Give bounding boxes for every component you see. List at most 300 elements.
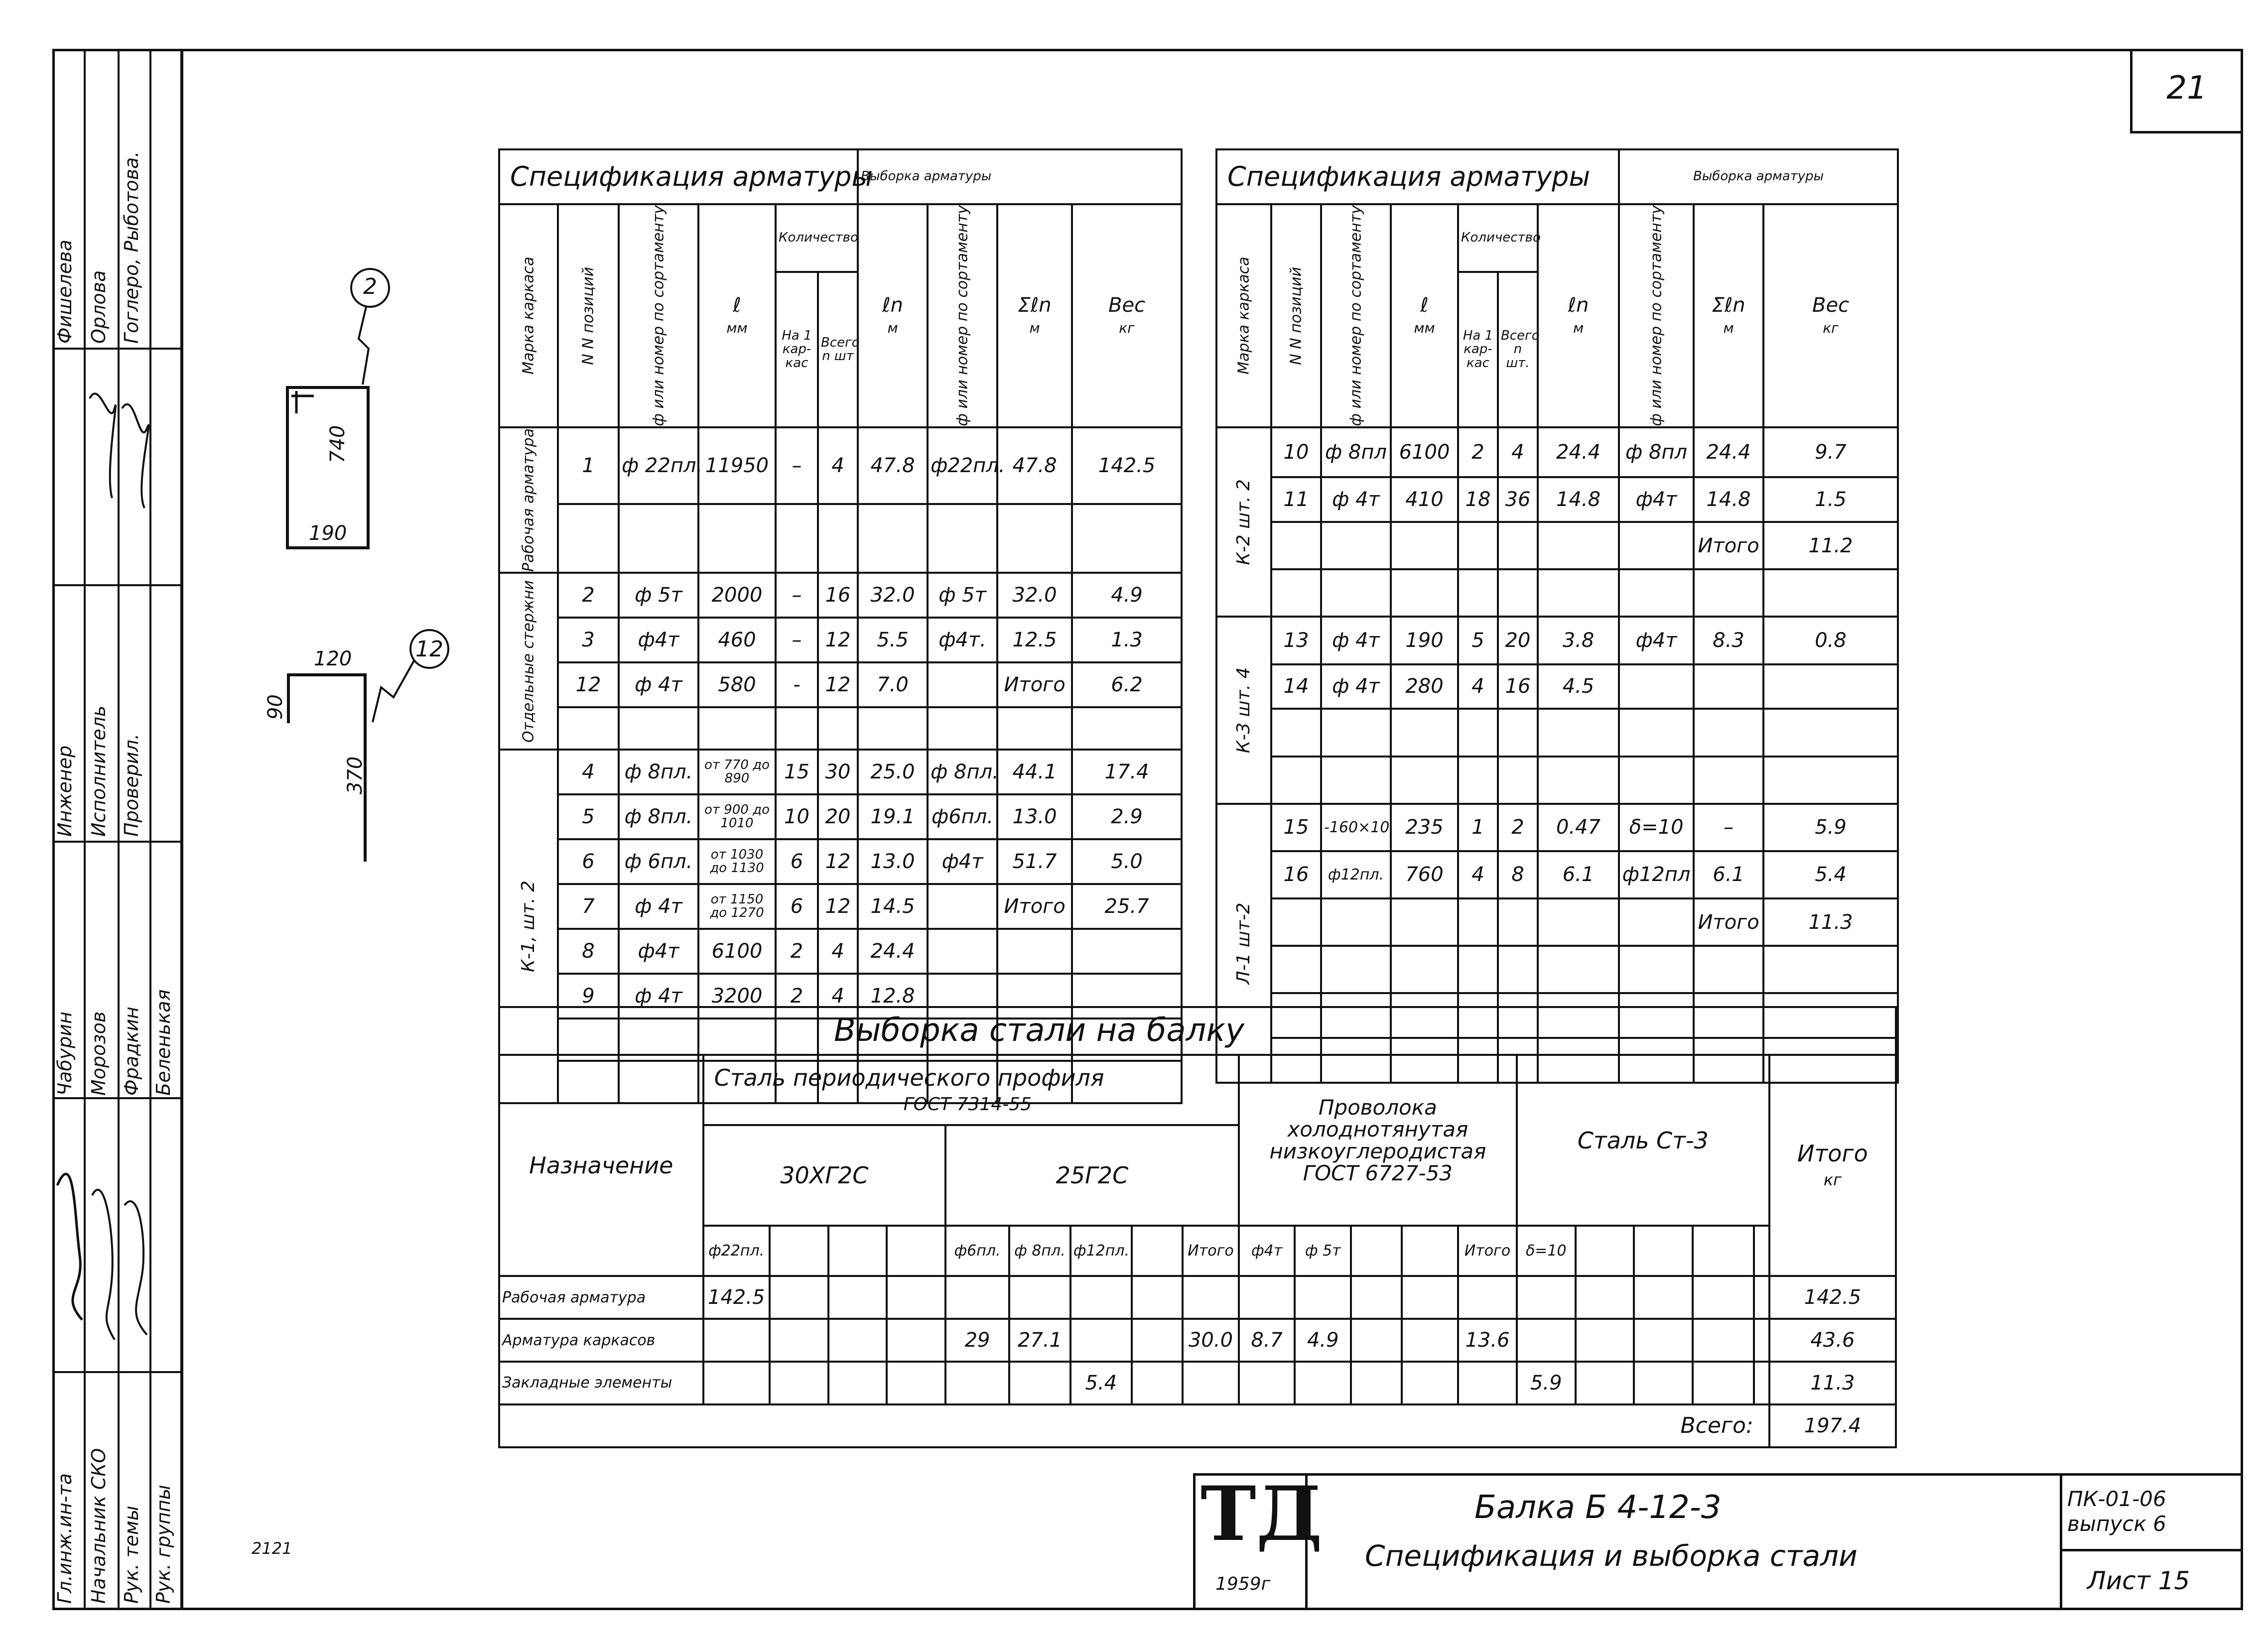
cell bbox=[928, 929, 997, 974]
group-l1: Л-1 шт-2 bbox=[1216, 804, 1271, 1083]
cell bbox=[619, 707, 698, 750]
cell: 16 bbox=[1271, 851, 1321, 898]
steel-hdr-periodic-gost: ГОСТ 7314-55 bbox=[903, 1094, 1032, 1115]
cell bbox=[945, 1276, 1009, 1319]
cell: Итого bbox=[1694, 898, 1763, 946]
steel-row-embedded bbox=[499, 1362, 1896, 1404]
cell: 12 bbox=[558, 662, 619, 707]
cell bbox=[1498, 709, 1538, 756]
cell: 2 bbox=[558, 573, 619, 618]
cell bbox=[1321, 569, 1391, 617]
cell bbox=[997, 929, 1072, 974]
hdr-total-length-unit: м bbox=[887, 319, 898, 336]
cell: 4 bbox=[1458, 851, 1498, 898]
cell bbox=[1458, 522, 1498, 569]
cell: 2 bbox=[1498, 804, 1538, 851]
cell: ф 4т bbox=[619, 662, 698, 707]
steel-row-total: 43.6 bbox=[1769, 1319, 1896, 1362]
steel-sub bbox=[1402, 1226, 1458, 1276]
hdr-weight-label: Вес bbox=[1108, 293, 1146, 317]
stamp-name-orlova: Орлова bbox=[88, 270, 110, 344]
cell bbox=[1694, 757, 1763, 804]
cell: 142.5 bbox=[1072, 427, 1182, 504]
cell bbox=[828, 1362, 887, 1404]
cell bbox=[1763, 569, 1898, 617]
cell bbox=[828, 1276, 887, 1319]
cell bbox=[1132, 1276, 1183, 1319]
cell bbox=[1321, 757, 1391, 804]
title-block-code-divider bbox=[2060, 1549, 2243, 1551]
cell: ф4т bbox=[1619, 617, 1694, 664]
cell bbox=[558, 707, 619, 750]
hdr-total-length bbox=[858, 204, 928, 427]
cell bbox=[1538, 569, 1619, 617]
group-separate-bars: Отдельные стержни bbox=[499, 573, 558, 750]
hdr-length-unit: мм bbox=[726, 319, 748, 336]
cell: 14.8 bbox=[1694, 477, 1763, 522]
cell: -160×10 bbox=[1321, 804, 1391, 851]
stamp-role-checked: Проверил. bbox=[121, 734, 142, 837]
cell bbox=[928, 884, 997, 929]
cell bbox=[1132, 1319, 1183, 1362]
cell: ф 4т bbox=[1321, 664, 1391, 709]
cell bbox=[1402, 1319, 1458, 1362]
cell bbox=[1498, 946, 1538, 993]
cell: 4 bbox=[558, 750, 619, 794]
cell bbox=[1694, 946, 1763, 993]
cell: 1.5 bbox=[1763, 477, 1898, 522]
stamp-role-head-sko: Начальник СКО bbox=[88, 1448, 110, 1604]
cell bbox=[1538, 522, 1619, 569]
cell: 4 bbox=[818, 929, 858, 974]
spec-right-selection-title: Выборка арматуры bbox=[1619, 149, 1898, 204]
cell: ф22пл. bbox=[928, 427, 997, 504]
cell: ф 5т bbox=[619, 573, 698, 618]
sheet-number-top: 21 bbox=[2166, 70, 2207, 107]
dim-90: 90 bbox=[264, 694, 287, 720]
cell: 12 bbox=[818, 662, 858, 707]
cell: 13.6 bbox=[1458, 1319, 1517, 1362]
steel-row-name: Закладные элементы bbox=[499, 1362, 703, 1404]
cell bbox=[1183, 1276, 1239, 1319]
stamp-name-fradkin: Фрадкин bbox=[121, 1007, 142, 1096]
cell: 2.9 bbox=[1072, 794, 1182, 839]
spec-right-body bbox=[1216, 427, 1898, 1083]
hdr-positions: N N позиций bbox=[558, 204, 619, 427]
steel-row-name: Рабочая арматура bbox=[499, 1276, 703, 1319]
cell: 25.0 bbox=[858, 750, 928, 794]
steel-sub bbox=[1693, 1226, 1754, 1276]
cell: 6.1 bbox=[1694, 851, 1763, 898]
spec-table-left bbox=[498, 148, 1183, 1104]
cell bbox=[1634, 1362, 1693, 1404]
cell: 11 bbox=[1271, 477, 1321, 522]
group-k3: К-3 шт. 4 bbox=[1216, 617, 1271, 803]
cell: δ=10 bbox=[1619, 804, 1694, 851]
steel-sub bbox=[1576, 1226, 1634, 1276]
cell bbox=[776, 707, 818, 750]
cell bbox=[1458, 709, 1498, 756]
cell: от 1150 до 1270 bbox=[698, 884, 776, 929]
cell: Итого bbox=[997, 662, 1072, 707]
title-code: ПК-01-06 bbox=[2067, 1487, 2166, 1511]
cell: 18 bbox=[1458, 477, 1498, 522]
cell: 12 bbox=[818, 618, 858, 662]
cell bbox=[945, 1362, 1009, 1404]
cell: 5.5 bbox=[858, 618, 928, 662]
cell: ф4т bbox=[1619, 477, 1694, 522]
cell: 13 bbox=[1271, 617, 1321, 664]
dim-370: 370 bbox=[344, 756, 367, 794]
hdr-quantity: Количество bbox=[1458, 204, 1538, 272]
stamp-name-goglero: Гоглеро, Рыботова. bbox=[121, 151, 142, 344]
hdr-sum-symbol: Σℓn bbox=[1712, 293, 1745, 317]
cell bbox=[770, 1319, 828, 1362]
cell: 4.9 bbox=[1072, 573, 1182, 618]
title-name-line1: Балка Б 4-12-3 bbox=[1474, 1489, 1722, 1526]
cell: ф 8пл. bbox=[928, 750, 997, 794]
cell bbox=[1634, 1319, 1693, 1362]
cell: 6100 bbox=[1391, 427, 1458, 477]
cell bbox=[1295, 1276, 1351, 1319]
cell: – bbox=[1694, 804, 1763, 851]
hdr-total-count: Всего n шт. bbox=[1498, 272, 1538, 427]
cell: 6100 bbox=[698, 929, 776, 974]
cell bbox=[1538, 898, 1619, 946]
cell: 25.7 bbox=[1072, 884, 1182, 929]
cell: ф4т bbox=[928, 839, 997, 884]
cell bbox=[770, 1276, 828, 1319]
steel-hdr-wire-name: Проволока холоднотянутая низкоуглеродистая bbox=[1269, 1095, 1486, 1163]
cell: 1 bbox=[1458, 804, 1498, 851]
group-working-rebar: Рабочая арматура bbox=[499, 427, 558, 573]
cell: 24.4 bbox=[1538, 427, 1619, 477]
hdr-total-length-unit: м bbox=[1573, 319, 1584, 336]
cell: 32.0 bbox=[997, 573, 1072, 618]
stamp-role-executor: Исполнитель bbox=[88, 705, 110, 837]
cell: ф12пл bbox=[1619, 851, 1694, 898]
hdr-diameter: ф или номер по сортаменту bbox=[1321, 204, 1391, 427]
cell bbox=[1763, 664, 1898, 709]
cell bbox=[887, 1362, 945, 1404]
hdr-mark: Марка каркаса bbox=[1216, 204, 1271, 427]
cell: 6.2 bbox=[1072, 662, 1182, 707]
cell: 11950 bbox=[698, 427, 776, 504]
cell: ф4т. bbox=[928, 618, 997, 662]
cell bbox=[1754, 1319, 1769, 1362]
cell: от 770 до 890 bbox=[698, 750, 776, 794]
cell: 24.4 bbox=[858, 929, 928, 974]
cell bbox=[1538, 709, 1619, 756]
cell bbox=[1070, 1276, 1132, 1319]
steel-sub: ф 5т bbox=[1295, 1226, 1351, 1276]
cell: 3 bbox=[558, 618, 619, 662]
cell: ф 4т bbox=[619, 974, 698, 1018]
cell bbox=[928, 662, 997, 707]
cell bbox=[818, 504, 858, 573]
cell: 760 bbox=[1391, 851, 1458, 898]
cell bbox=[1763, 757, 1898, 804]
cell: 27.1 bbox=[1009, 1319, 1070, 1362]
cell: Итого bbox=[1694, 522, 1763, 569]
cell bbox=[1321, 709, 1391, 756]
cell bbox=[1351, 1362, 1402, 1404]
cell: ф 6пл. bbox=[619, 839, 698, 884]
cell: 2 bbox=[1458, 427, 1498, 477]
cell: 7.0 bbox=[858, 662, 928, 707]
cell bbox=[1391, 569, 1458, 617]
cell: 29 bbox=[945, 1319, 1009, 1362]
hdr-total-length bbox=[1538, 204, 1619, 427]
cell: 5 bbox=[558, 794, 619, 839]
steel-sub: ф12пл. bbox=[1070, 1226, 1132, 1276]
cell: 0.8 bbox=[1763, 617, 1898, 664]
dim-120: 120 bbox=[314, 647, 352, 670]
cell: 3200 bbox=[698, 974, 776, 1018]
cell: 11.3 bbox=[1763, 898, 1898, 946]
cell bbox=[703, 1362, 770, 1404]
cell: ф4т bbox=[619, 618, 698, 662]
cell bbox=[1693, 1319, 1754, 1362]
cell bbox=[703, 1319, 770, 1362]
steel-sub bbox=[828, 1226, 887, 1276]
cell: 5.4 bbox=[1763, 851, 1898, 898]
cell bbox=[698, 504, 776, 573]
cell: 2 bbox=[776, 974, 818, 1018]
title-issue: выпуск 6 bbox=[2067, 1512, 2166, 1536]
dim-740: 740 bbox=[326, 425, 349, 463]
cell: 51.7 bbox=[997, 839, 1072, 884]
cell bbox=[1239, 1276, 1295, 1319]
cell bbox=[1458, 946, 1498, 993]
cell bbox=[1271, 757, 1321, 804]
cell: 20 bbox=[818, 794, 858, 839]
cell bbox=[1619, 664, 1694, 709]
cell bbox=[1517, 1276, 1576, 1319]
cell: ф 8пл. bbox=[619, 750, 698, 794]
spec-right-title: Спецификация арматуры bbox=[1216, 149, 1619, 204]
cell bbox=[858, 707, 928, 750]
cell: – bbox=[776, 427, 818, 504]
cell: ф 4т bbox=[619, 884, 698, 929]
cell bbox=[997, 504, 1072, 573]
title-year: 1959г bbox=[1215, 1574, 1271, 1594]
steel-sub: Итого bbox=[1183, 1226, 1239, 1276]
steel-hdr-25g2s: 25Г2С bbox=[945, 1125, 1239, 1226]
spec-table-right bbox=[1215, 148, 1899, 1084]
cell: от 1030 до 1130 bbox=[698, 839, 776, 884]
hdr-quantity: Количество bbox=[776, 204, 858, 272]
cell bbox=[1763, 709, 1898, 756]
steel-hdr-total-unit: кг bbox=[1823, 1170, 1842, 1190]
hdr-length bbox=[1391, 204, 1458, 427]
cell: – bbox=[776, 573, 818, 618]
cell bbox=[1391, 522, 1458, 569]
cell: 4 bbox=[818, 427, 858, 504]
hdr-weight-unit: кг bbox=[1119, 319, 1135, 336]
spec-left-selection-title: Выборка арматуры bbox=[858, 149, 1182, 204]
cell: 14.8 bbox=[1538, 477, 1619, 522]
cell: - bbox=[776, 662, 818, 707]
hdr-sum bbox=[997, 204, 1072, 427]
cell: 9 bbox=[558, 974, 619, 1018]
cell bbox=[1458, 898, 1498, 946]
cell bbox=[1458, 757, 1498, 804]
cell bbox=[1321, 946, 1391, 993]
cell bbox=[1132, 1362, 1183, 1404]
hdr-per-frame: На 1 кар-кас bbox=[776, 272, 818, 427]
cell bbox=[1619, 569, 1694, 617]
cell bbox=[1271, 946, 1321, 993]
stamp-name-fisheleva: Фишелева bbox=[54, 240, 76, 344]
title-sheet: Лист 15 bbox=[2087, 1566, 2190, 1595]
hdr-weight-unit: кг bbox=[1823, 319, 1839, 336]
cell: ф 4т bbox=[1321, 477, 1391, 522]
cell bbox=[997, 707, 1072, 750]
dim-190: 190 bbox=[309, 522, 347, 545]
cell bbox=[776, 504, 818, 573]
cell bbox=[1402, 1276, 1458, 1319]
cell bbox=[887, 1319, 945, 1362]
cell: 5.9 bbox=[1517, 1362, 1576, 1404]
group-k2: К-2 шт. 2 bbox=[1216, 427, 1271, 617]
cell: 10 bbox=[1271, 427, 1321, 477]
cell: 12 bbox=[818, 884, 858, 929]
hdr-diameter: ф или номер по сортаменту bbox=[619, 204, 698, 427]
cell bbox=[1072, 929, 1182, 974]
cell: 6 bbox=[558, 839, 619, 884]
cell bbox=[1009, 1362, 1070, 1404]
steel-sub: ф22пл. bbox=[703, 1226, 770, 1276]
cell bbox=[1391, 709, 1458, 756]
cell: 410 bbox=[1391, 477, 1458, 522]
steel-hdr-wire bbox=[1239, 1055, 1517, 1226]
stamp-name-morozov: Морозов bbox=[88, 1011, 110, 1096]
steel-sub bbox=[1754, 1226, 1769, 1276]
cell: 7 bbox=[558, 884, 619, 929]
cell bbox=[1498, 898, 1538, 946]
hdr-sum bbox=[1694, 204, 1763, 427]
cell bbox=[1295, 1362, 1351, 1404]
steel-grand-total: 197.4 bbox=[1769, 1404, 1896, 1447]
cell bbox=[1321, 522, 1391, 569]
steel-hdr-st3: Сталь Ст-3 bbox=[1517, 1055, 1769, 1226]
cell bbox=[1271, 709, 1321, 756]
cell: 190 bbox=[1391, 617, 1458, 664]
cell bbox=[1070, 1319, 1132, 1362]
cell: ф4т bbox=[619, 929, 698, 974]
cell: 15 bbox=[776, 750, 818, 794]
cell bbox=[1694, 664, 1763, 709]
cell bbox=[1239, 1362, 1295, 1404]
cell: 142.5 bbox=[703, 1276, 770, 1319]
cell bbox=[818, 707, 858, 750]
cell: 460 bbox=[698, 618, 776, 662]
cell: 20 bbox=[1498, 617, 1538, 664]
spec-left-title: Спецификация арматуры bbox=[499, 149, 858, 204]
cell: 5.4 bbox=[1070, 1362, 1132, 1404]
cell bbox=[858, 504, 928, 573]
cell bbox=[1183, 1362, 1239, 1404]
cell: 1 bbox=[558, 427, 619, 504]
hdr-total-length-symbol: ℓn bbox=[882, 293, 904, 317]
cell: 13.0 bbox=[997, 794, 1072, 839]
spec-left-body bbox=[499, 427, 1182, 1103]
hdr-length-symbol: ℓ bbox=[1420, 293, 1429, 317]
cell: 16 bbox=[818, 573, 858, 618]
steel-grand-label: Всего: bbox=[499, 1404, 1769, 1447]
cell: 44.1 bbox=[997, 750, 1072, 794]
cell: 30.0 bbox=[1183, 1319, 1239, 1362]
steel-sub: ф4т bbox=[1239, 1226, 1295, 1276]
cell: 36 bbox=[1498, 477, 1538, 522]
group-k1: К-1, шт. 2 bbox=[499, 750, 558, 1103]
cell: 8.3 bbox=[1694, 617, 1763, 664]
cell bbox=[1517, 1319, 1576, 1362]
td-logo: ТД bbox=[1201, 1470, 1323, 1558]
cell: 280 bbox=[1391, 664, 1458, 709]
cell: 32.0 bbox=[858, 573, 928, 618]
hdr-weight-label: Вес bbox=[1812, 293, 1850, 317]
cell: 14.5 bbox=[858, 884, 928, 929]
cell bbox=[1072, 504, 1182, 573]
steel-sub: ф 8пл. bbox=[1009, 1226, 1070, 1276]
steel-selection-table bbox=[498, 1006, 1897, 1448]
steel-sub bbox=[887, 1226, 945, 1276]
cell bbox=[828, 1319, 887, 1362]
steel-hdr-total-label: Итого bbox=[1797, 1140, 1868, 1167]
cell bbox=[1498, 757, 1538, 804]
steel-hdr-wire-gost: ГОСТ 6727-53 bbox=[1303, 1160, 1453, 1185]
steel-row-frames bbox=[499, 1319, 1896, 1362]
cell bbox=[1619, 946, 1694, 993]
title-name-line2: Спецификация и выборка стали bbox=[1365, 1539, 1858, 1573]
cell: 19.1 bbox=[858, 794, 928, 839]
cell bbox=[1576, 1276, 1634, 1319]
cell bbox=[1009, 1276, 1070, 1319]
steel-title: Выборка стали на балку bbox=[499, 1007, 1896, 1055]
stamp-name-belenkaya: Беленькая bbox=[152, 989, 174, 1096]
cell bbox=[1458, 1276, 1517, 1319]
cell bbox=[1402, 1362, 1458, 1404]
cell bbox=[770, 1362, 828, 1404]
cell: 4.5 bbox=[1538, 664, 1619, 709]
cell: 47.8 bbox=[858, 427, 928, 504]
steel-hdr-periodic bbox=[703, 1055, 1239, 1125]
hdr-length bbox=[698, 204, 776, 427]
stamp-role-engineer: Инженер bbox=[54, 745, 76, 837]
cell: 4 bbox=[1498, 427, 1538, 477]
hdr-per-frame: На 1 кар-кас bbox=[1458, 272, 1498, 427]
cell bbox=[1458, 569, 1498, 617]
cell bbox=[1391, 946, 1458, 993]
cell: ф 4т bbox=[1321, 617, 1391, 664]
cell: 8.7 bbox=[1239, 1319, 1295, 1362]
cell bbox=[887, 1276, 945, 1319]
cell: ф 5т bbox=[928, 573, 997, 618]
cell: 580 bbox=[698, 662, 776, 707]
cell bbox=[1458, 1362, 1517, 1404]
cell: 47.8 bbox=[997, 427, 1072, 504]
hdr-sum-unit: м bbox=[1029, 319, 1040, 336]
cell bbox=[1619, 709, 1694, 756]
cell: 12.5 bbox=[997, 618, 1072, 662]
cell: 2 bbox=[776, 929, 818, 974]
cell: – bbox=[776, 618, 818, 662]
cell: 12 bbox=[818, 839, 858, 884]
cell: 10 bbox=[776, 794, 818, 839]
steel-sub: Итого bbox=[1458, 1226, 1517, 1276]
